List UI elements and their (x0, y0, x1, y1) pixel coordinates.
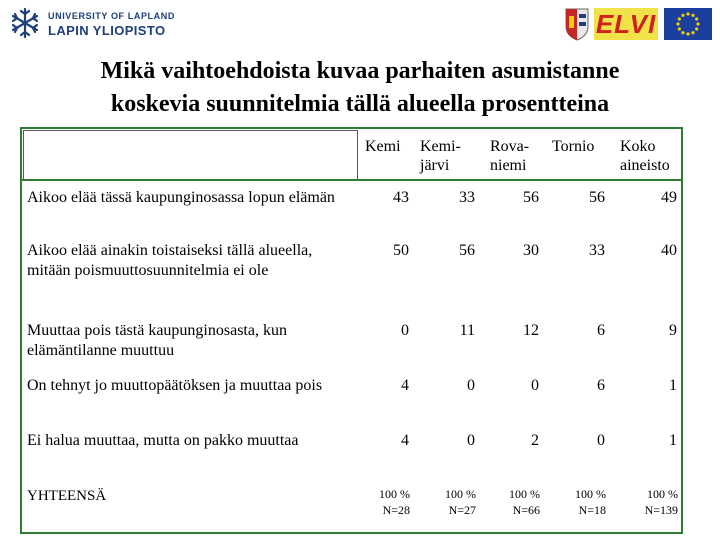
table-cell: 9 (669, 322, 677, 339)
results-table (20, 127, 683, 534)
table-cell: 33 (459, 189, 475, 206)
table-cell: 0 (597, 432, 605, 449)
column-header-kemi: Kemi (365, 138, 401, 155)
total-row-label: YHTEENSÄ (27, 488, 107, 504)
row-label: Aikoo elää tässä kaupunginosassa lopun elämän (27, 189, 335, 206)
table-cell: 56 (459, 242, 475, 259)
header-divider (22, 179, 683, 181)
column-header-kemijarvi: Kemi- järvi (420, 138, 461, 174)
table-cell: 12 (523, 322, 539, 339)
table-cell: 4 (401, 432, 409, 449)
column-header-rovaniemi: Rova- niemi (490, 138, 530, 174)
university-name-fi: LAPIN YLIOPISTO (48, 23, 166, 38)
table-cell: 56 (523, 189, 539, 206)
total-cell: 100 % N=27 (445, 487, 476, 517)
row-label: Muuttaa pois tästä kaupunginosasta, kun elämäntilanne muuttuu (27, 322, 287, 359)
university-snowflake-icon (8, 6, 42, 40)
total-cell: 100 % N=139 (644, 487, 678, 517)
table-cell: 2 (531, 432, 539, 449)
title-line-2: koskevia suunnitelmia tällä alueella prosentteina (110, 91, 610, 117)
table-cell: 30 (523, 242, 539, 259)
eu-flag-icon (664, 8, 712, 40)
table-corner-cell (23, 130, 358, 180)
column-header-tornio: Tornio (552, 138, 595, 155)
table-cell: 6 (597, 322, 605, 339)
table-cell: 1 (669, 377, 677, 394)
table-cell: 0 (467, 432, 475, 449)
table-cell: 1 (669, 432, 677, 449)
title-line-1: Mikä vaihtoehdoista kuvaa parhaiten asumistanne (100, 58, 620, 84)
column-header-koko-aineisto: Koko aineisto (620, 138, 670, 174)
row-label: Aikoo elää ainakin toistaiseksi tällä alueella, mitään poismuuttosuunnitelmia ei ole (27, 242, 313, 279)
partner-logos (564, 4, 714, 44)
slide-title (0, 55, 720, 121)
table-cell: 11 (459, 322, 475, 339)
coat-of-arms-icon (564, 6, 590, 42)
table-cell: 4 (401, 377, 409, 394)
table-cell: 6 (597, 377, 605, 394)
table-cell: 43 (393, 189, 409, 206)
table-cell: 56 (589, 189, 605, 206)
total-cell: 100 % N=18 (575, 487, 606, 517)
table-cell: 0 (467, 377, 475, 394)
total-cell: 100 % N=28 (379, 487, 410, 517)
row-label: Ei halua muuttaa, mutta on pakko muuttaa (27, 432, 299, 449)
table-cell: 0 (401, 322, 409, 339)
total-cell: 100 % N=66 (509, 487, 540, 517)
university-name-en: UNIVERSITY OF LAPLAND (48, 11, 175, 21)
row-label: On tehnyt jo muuttopäätöksen ja muuttaa pois (27, 377, 323, 394)
elvi-logo: ELVI (595, 9, 657, 39)
table-cell: 0 (531, 377, 539, 394)
university-logo (8, 6, 175, 42)
table-cell: 33 (589, 242, 605, 259)
table-cell: 40 (661, 242, 677, 259)
table-cell: 49 (661, 189, 677, 206)
table-cell: 50 (393, 242, 409, 259)
